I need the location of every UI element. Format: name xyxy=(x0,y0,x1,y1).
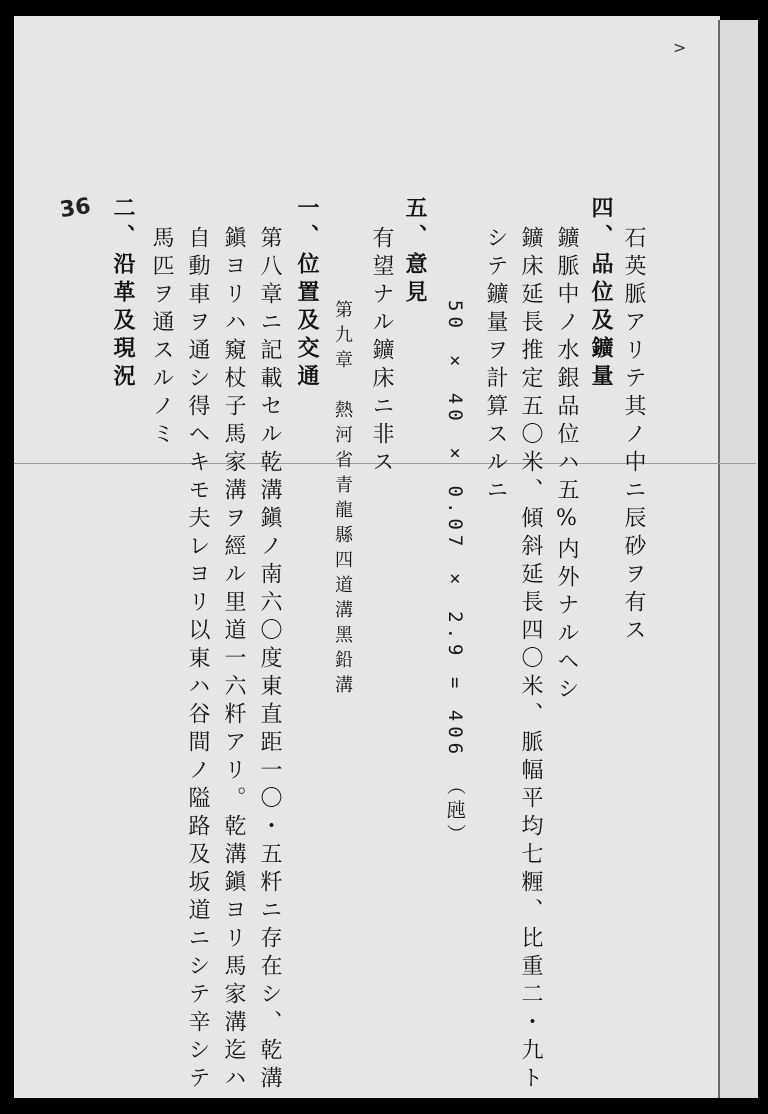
section-heading-ore-grade: 四、品位及鑛量 xyxy=(588,196,614,392)
section-heading-history: 二、沿革及現況 xyxy=(110,196,136,392)
text-column-4: 鑛床延長推定五〇米、傾斜延長四〇米、脈幅平均七糎、比重二・九ト xyxy=(518,226,543,1094)
text-column-14: 馬匹ヲ通スルノミ xyxy=(149,226,174,450)
corner-mark: > xyxy=(673,38,687,57)
chapter-heading: 第九章 熱河省青龍縣四道溝黑鉛溝 xyxy=(332,300,353,700)
text-column-12: 鎭ヨリハ窺杖子馬家溝ヲ經ル里道一六粁アリ。乾溝鎭ヨリ馬家溝迄ハ xyxy=(221,226,246,1094)
section-heading-location: 一、位置及交通 xyxy=(294,196,320,392)
handwritten-page-number: 36 xyxy=(58,193,93,224)
paper-sheet xyxy=(14,16,720,1098)
text-column-1: 石英脈アリテ其ノ中ニ辰砂ヲ有ス xyxy=(621,226,646,646)
text-column-8: 有望ナル鑛床ニ非ス xyxy=(369,226,394,478)
text-column-13: 自動車ヲ通シ得ヘキモ夫レヨリ以東ハ谷間ノ隘路及坂道ニシテ辛シテ xyxy=(185,226,210,1094)
sheet-edge xyxy=(718,20,758,1098)
ore-quantity-formula: 50 × 40 × 0.07 × 2.9 = 406 （瓲） xyxy=(444,300,466,848)
text-column-5: シテ鑛量ヲ計算スルニ xyxy=(483,226,508,506)
text-column-3: 鑛脈中ノ水銀品位ハ五%内外ナルヘシ xyxy=(554,226,579,705)
section-heading-opinion: 五、意見 xyxy=(402,196,428,308)
text-column-11: 第八章ニ記載セル乾溝鎭ノ南六〇度東直距一〇・五粁ニ存在シ、乾溝 xyxy=(257,226,282,1094)
